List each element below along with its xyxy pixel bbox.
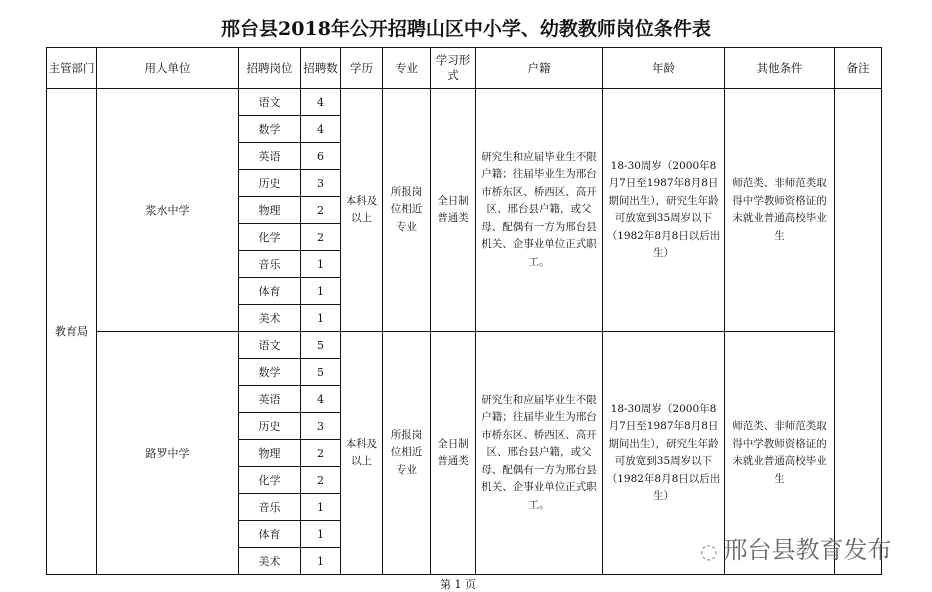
count-cell: 4 xyxy=(301,89,341,116)
count-cell: 2 xyxy=(301,440,341,467)
count-cell: 6 xyxy=(301,143,341,170)
count-cell: 1 xyxy=(301,251,341,278)
education-cell: 本科及以上 xyxy=(341,89,383,332)
recruitment-table xyxy=(46,47,882,575)
count-cell: 5 xyxy=(301,359,341,386)
other-cell: 师范类、非师范类取得中学教师资格证的未就业普通高校毕业生 xyxy=(725,89,835,332)
age-cell: 18-30周岁（2000年8月7日至1987年8月8日期间出生），研究生年龄可放宽到35周岁以下（1982年8月8日以后出生） xyxy=(603,89,725,332)
watermark: ◌ 邢台县教育发布 xyxy=(700,536,892,564)
major-cell: 所报岗位相近专业 xyxy=(383,332,431,575)
hukou-cell: 研究生和应届毕业生不限户籍；往届毕业生为邢台市桥东区、桥西区、高开区、邢台县户籍，或父母、配偶有一方为邢台县机关、企事业单位正式职工。 xyxy=(476,89,603,332)
header-cell: 专业 xyxy=(383,48,431,89)
table-row xyxy=(47,332,882,359)
position-cell: 物理 xyxy=(239,440,301,467)
position-cell: 数学 xyxy=(239,359,301,386)
position-cell: 体育 xyxy=(239,278,301,305)
count-cell: 4 xyxy=(301,386,341,413)
wechat-icon: ◌ xyxy=(700,539,718,563)
table-row xyxy=(47,89,882,116)
header-cell: 用人单位 xyxy=(97,48,239,89)
position-cell: 英语 xyxy=(239,143,301,170)
header-cell: 户籍 xyxy=(476,48,603,89)
study-form-cell: 全日制普通类 xyxy=(431,89,476,332)
school-cell: 路罗中学 xyxy=(97,332,239,575)
position-cell: 语文 xyxy=(239,332,301,359)
department-cell: 教育局 xyxy=(47,89,97,575)
hukou-cell: 研究生和应届毕业生不限户籍；往届毕业生为邢台市桥东区、桥西区、高开区、邢台县户籍，或父母、配偶有一方为邢台县机关、企事业单位正式职工。 xyxy=(476,332,603,575)
header-cell: 招聘岗位 xyxy=(239,48,301,89)
study-form-cell: 全日制普通类 xyxy=(431,332,476,575)
page-number: 第 1 页 xyxy=(440,578,476,591)
count-cell: 1 xyxy=(301,278,341,305)
remarks-cell xyxy=(835,89,882,575)
header-cell: 学习形式 xyxy=(431,48,476,89)
count-cell: 1 xyxy=(301,305,341,332)
count-cell: 5 xyxy=(301,332,341,359)
count-cell: 2 xyxy=(301,197,341,224)
position-cell: 语文 xyxy=(239,89,301,116)
count-cell: 3 xyxy=(301,170,341,197)
position-cell: 音乐 xyxy=(239,494,301,521)
position-cell: 历史 xyxy=(239,170,301,197)
position-cell: 化学 xyxy=(239,467,301,494)
count-cell: 2 xyxy=(301,224,341,251)
count-cell: 4 xyxy=(301,116,341,143)
position-cell: 历史 xyxy=(239,413,301,440)
count-cell: 2 xyxy=(301,467,341,494)
age-cell: 18-30周岁（2000年8月7日至1987年8月8日期间出生），研究生年龄可放宽到35周岁以下（1982年8月8日以后出生） xyxy=(603,332,725,575)
position-cell: 音乐 xyxy=(239,251,301,278)
count-cell: 1 xyxy=(301,521,341,548)
header-cell: 备注 xyxy=(835,48,882,89)
major-cell: 所报岗位相近专业 xyxy=(383,89,431,332)
header-row xyxy=(47,48,882,89)
header-cell: 主管部门 xyxy=(47,48,97,89)
education-cell: 本科及以上 xyxy=(341,332,383,575)
position-cell: 美术 xyxy=(239,305,301,332)
position-cell: 体育 xyxy=(239,521,301,548)
school-cell: 浆水中学 xyxy=(97,89,239,332)
position-cell: 美术 xyxy=(239,548,301,575)
other-cell: 师范类、非师范类取得中学教师资格证的未就业普通高校毕业生 xyxy=(725,332,835,575)
header-cell: 招聘数 xyxy=(301,48,341,89)
position-cell: 化学 xyxy=(239,224,301,251)
header-cell: 学历 xyxy=(341,48,383,89)
count-cell: 1 xyxy=(301,494,341,521)
position-cell: 英语 xyxy=(239,386,301,413)
page-title: 邢台县2018年公开招聘山区中小学、幼教教师岗位条件表 xyxy=(221,18,711,40)
count-cell: 3 xyxy=(301,413,341,440)
position-cell: 数学 xyxy=(239,116,301,143)
header-cell: 其他条件 xyxy=(725,48,835,89)
count-cell: 1 xyxy=(301,548,341,575)
header-cell: 年龄 xyxy=(603,48,725,89)
position-cell: 物理 xyxy=(239,197,301,224)
